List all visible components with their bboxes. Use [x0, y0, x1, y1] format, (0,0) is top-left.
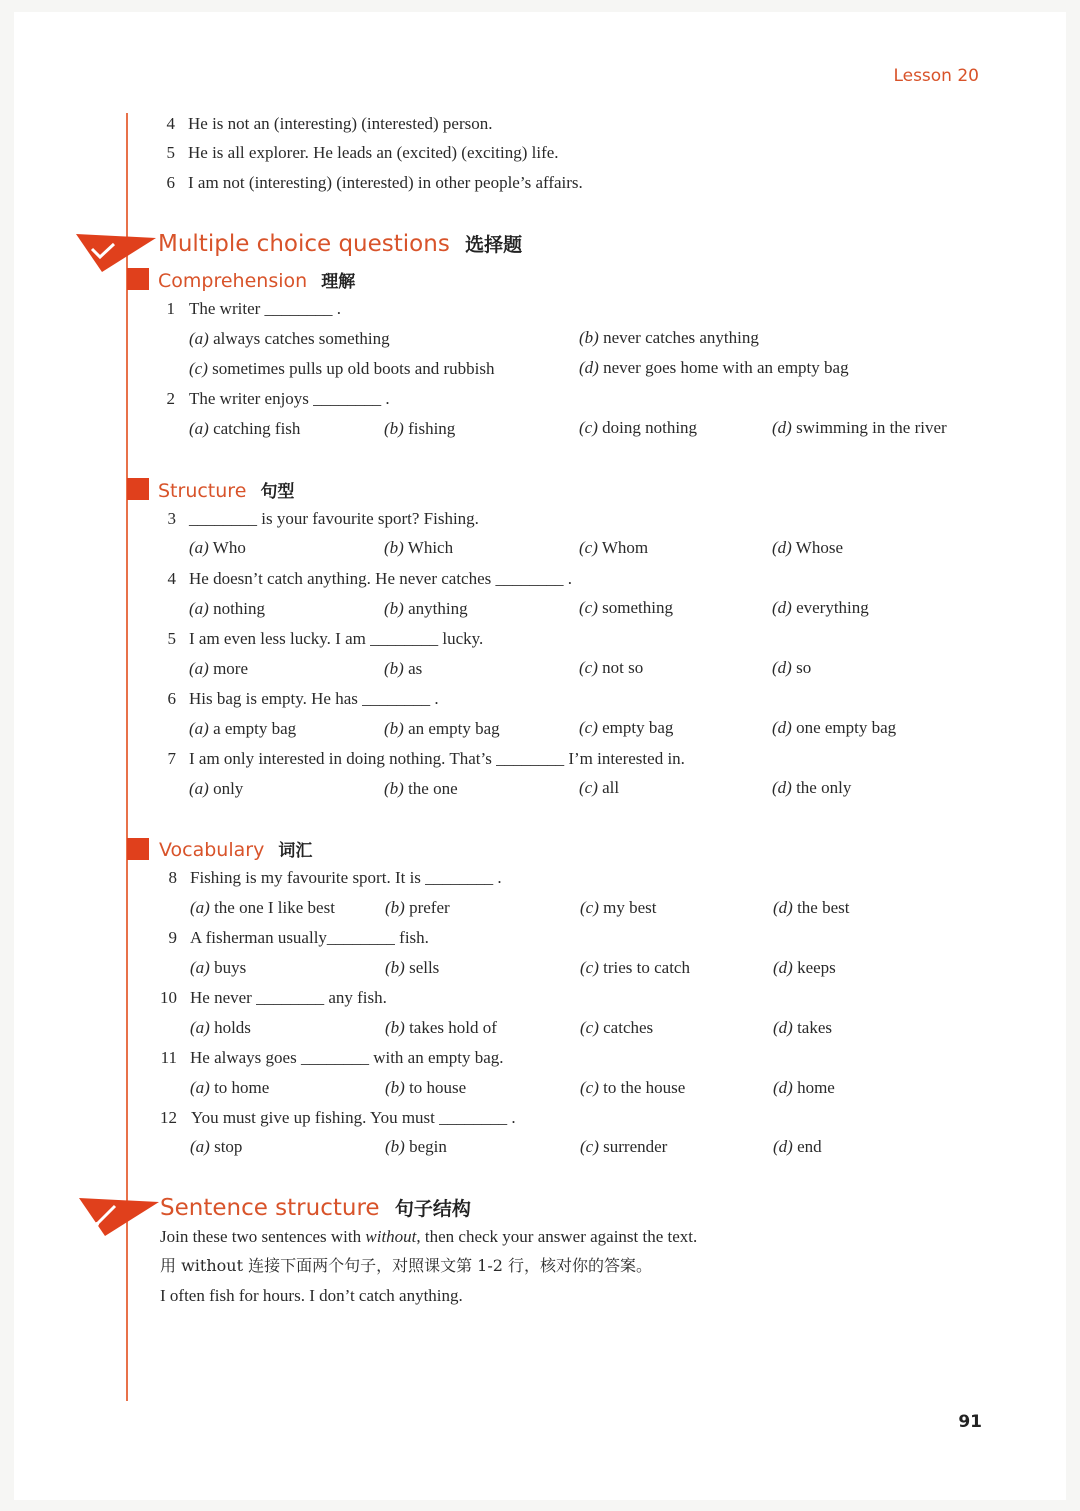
option[interactable]	[579, 538, 648, 558]
option[interactable]	[772, 778, 851, 798]
question-number: 4	[167, 569, 176, 588]
option[interactable]	[385, 1018, 497, 1038]
question-number: 1	[166, 299, 175, 318]
option-label: (b)	[384, 419, 404, 438]
intro-line: I am not (interesting) (interested) in other people’s affairs.	[188, 173, 583, 192]
question-stem: He doesn’t catch anything. He never catches ________ .	[189, 569, 573, 588]
option-label: (d)	[772, 718, 792, 737]
option-label: (d)	[772, 538, 792, 557]
option-label: (d)	[773, 958, 793, 977]
option[interactable]	[580, 1137, 667, 1157]
sentence-structure-title	[160, 1194, 471, 1221]
option-text: the only	[796, 778, 852, 797]
instruction-text: , then check your answer against the text.	[416, 1227, 698, 1246]
question-stem: I am even less lucky. I am ________ lucky.	[189, 629, 484, 648]
vocabulary-title	[159, 836, 312, 861]
lesson-header: Lesson 20	[893, 66, 979, 86]
mcq-title	[158, 230, 522, 257]
option[interactable]	[773, 1018, 832, 1038]
intro-num: 4	[166, 114, 175, 133]
sentence-instruction-cn: 用 without 连接下面两个句子，对照课文第 1-2 行，核对你的答案。	[160, 1256, 653, 1275]
option[interactable]	[773, 1078, 835, 1098]
intro-num: 6	[166, 173, 175, 192]
section-marker	[127, 478, 149, 500]
option-text: Whose	[795, 538, 843, 557]
option[interactable]	[190, 1078, 269, 1098]
option-text: surrender	[603, 1137, 668, 1156]
option-text: holds	[214, 1018, 251, 1037]
intro-num: 5	[166, 143, 175, 162]
option-text: anything	[408, 599, 468, 618]
option-text: never catches anything	[603, 328, 759, 347]
option-label: (a)	[190, 1078, 210, 1097]
option-label: (b)	[384, 538, 404, 557]
vocabulary-title-cn: 词汇	[278, 841, 313, 861]
option[interactable]	[579, 418, 697, 438]
option-text: buys	[214, 958, 247, 977]
question-number: 7	[167, 749, 176, 768]
option[interactable]	[189, 599, 265, 619]
option[interactable]	[772, 538, 843, 558]
option[interactable]	[579, 718, 673, 738]
option-label: (d)	[773, 1078, 793, 1097]
option-text: end	[797, 1137, 822, 1156]
vocabulary-title-en: Vocabulary	[159, 839, 265, 861]
structure-title	[158, 477, 294, 502]
option[interactable]	[580, 898, 656, 918]
option[interactable]	[385, 1137, 447, 1157]
option-text: the one I like best	[214, 898, 335, 917]
section-marker	[127, 838, 149, 860]
option[interactable]	[580, 1018, 653, 1038]
option-label: (d)	[773, 898, 793, 917]
option[interactable]	[579, 658, 643, 678]
option-text: a empty bag	[213, 719, 297, 738]
option-label: (a)	[189, 538, 209, 557]
question-number: 12	[160, 1108, 177, 1127]
option[interactable]	[385, 958, 439, 978]
option-label: (d)	[579, 358, 599, 377]
option[interactable]	[384, 779, 458, 799]
option-label: (c)	[580, 1137, 599, 1156]
option-label: (d)	[772, 778, 792, 797]
option-text: Who	[212, 538, 246, 557]
option-label: (c)	[579, 598, 598, 617]
option[interactable]	[773, 958, 836, 978]
question-number: 2	[166, 389, 175, 408]
option-label: (d)	[772, 418, 792, 437]
option-label: (c)	[189, 359, 208, 378]
option-text: not so	[602, 658, 644, 677]
option-label: (c)	[579, 718, 598, 737]
option[interactable]	[189, 779, 243, 799]
option-text: an empty bag	[408, 719, 500, 738]
option-text: takes	[797, 1018, 833, 1037]
section-marker	[127, 268, 149, 290]
option-text: so	[796, 658, 812, 677]
option-text: doing nothing	[602, 418, 698, 437]
option[interactable]	[384, 659, 422, 679]
question-stem: The writer enjoys ________ .	[189, 389, 390, 408]
option[interactable]	[772, 658, 811, 678]
option[interactable]	[384, 419, 455, 439]
option-label: (a)	[190, 1137, 210, 1156]
option-label: (b)	[384, 599, 404, 618]
option[interactable]	[189, 719, 296, 739]
option-label: (b)	[385, 1018, 405, 1037]
option[interactable]	[384, 719, 500, 739]
option[interactable]	[190, 1137, 242, 1157]
option-text: my best	[603, 898, 657, 917]
question-number: 11	[160, 1048, 177, 1067]
sentence-title-cn: 句子结构	[394, 1198, 471, 1220]
option-label: (c)	[579, 538, 598, 557]
option[interactable]	[190, 958, 246, 978]
option-text: tries to catch	[603, 958, 690, 977]
mcq-title-en: Multiple choice questions	[158, 231, 450, 257]
option-label: (d)	[772, 658, 792, 677]
option[interactable]	[579, 598, 673, 618]
option-label: (b)	[384, 719, 404, 738]
question-stem: ________ is your favourite sport? Fishing.	[189, 509, 479, 528]
option[interactable]	[189, 538, 246, 558]
option[interactable]	[772, 718, 896, 738]
option-text: sometimes pulls up old boots and rubbish	[212, 359, 495, 378]
option[interactable]	[580, 958, 690, 978]
option-text: more	[213, 659, 249, 678]
sentence-title-en: Sentence structure	[160, 1195, 380, 1221]
option-text: catches	[603, 1018, 654, 1037]
question-number: 6	[167, 689, 176, 708]
option-label: (b)	[385, 1078, 405, 1097]
option[interactable]	[579, 358, 849, 378]
option-text: sells	[409, 958, 440, 977]
option-text: all	[602, 778, 620, 797]
intro-line: He is not an (interesting) (interested) person.	[188, 114, 493, 133]
option-text: keeps	[797, 958, 836, 977]
option-label: (d)	[773, 1018, 793, 1037]
option-label: (d)	[772, 598, 792, 617]
comprehension-title-en: Comprehension	[158, 270, 308, 292]
option[interactable]	[773, 898, 849, 918]
sentence-example: I often fish for hours. I don’t catch anything.	[160, 1286, 463, 1305]
option[interactable]	[190, 898, 335, 918]
option-label: (c)	[580, 1018, 599, 1037]
option[interactable]	[772, 598, 869, 618]
option-text: stop	[214, 1137, 243, 1156]
option-label: (a)	[190, 898, 210, 917]
option[interactable]	[189, 329, 390, 349]
option-label: (c)	[579, 418, 598, 437]
option[interactable]	[772, 418, 947, 438]
option[interactable]	[579, 328, 759, 348]
option-text: as	[408, 659, 423, 678]
option-label: (a)	[189, 419, 209, 438]
question-number: 10	[160, 988, 177, 1007]
option[interactable]	[385, 1078, 466, 1098]
option-text: empty bag	[602, 718, 674, 737]
mcq-title-cn: 选择题	[465, 234, 523, 256]
option-text: one empty bag	[796, 718, 897, 737]
option-text: to the house	[603, 1078, 686, 1097]
question-number: 8	[168, 868, 177, 887]
option-label: (b)	[384, 659, 404, 678]
option-label: (c)	[579, 658, 598, 677]
option-text: home	[797, 1078, 835, 1097]
option-label: (a)	[189, 659, 209, 678]
instruction-text: Join these two sentences with	[160, 1227, 366, 1246]
option-text: to house	[409, 1078, 467, 1097]
option-text: catching fish	[213, 419, 301, 438]
option-text: everything	[796, 598, 869, 617]
option[interactable]	[579, 778, 619, 798]
option-text: the one	[408, 779, 458, 798]
sentence-instruction	[160, 1227, 697, 1247]
option-label: (c)	[579, 778, 598, 797]
option-label: (c)	[580, 958, 599, 977]
option-label: (a)	[189, 719, 209, 738]
question-stem: Fishing is my favourite sport. It is ________ .	[190, 868, 502, 887]
question-stem: I am only interested in doing nothing. That’s ________ I’m interested in.	[189, 749, 685, 768]
option-text: the best	[797, 898, 850, 917]
option-text: something	[602, 598, 673, 617]
option[interactable]	[773, 1137, 822, 1157]
option-label: (a)	[190, 958, 210, 977]
option-label: (a)	[189, 599, 209, 618]
question-stem: The writer ________ .	[189, 299, 342, 318]
option-text: swimming in the river	[796, 418, 947, 437]
structure-title-en: Structure	[158, 480, 247, 502]
question-stem: He never ________ any fish.	[190, 988, 387, 1007]
option-text: prefer	[409, 898, 450, 917]
option[interactable]	[189, 659, 248, 679]
option-text: only	[213, 779, 244, 798]
option-label: (b)	[385, 958, 405, 977]
question-number: 5	[167, 629, 176, 648]
option-text: nothing	[213, 599, 266, 618]
option-label: (c)	[580, 898, 599, 917]
option-text: takes hold of	[409, 1018, 497, 1037]
option-text: always catches something	[213, 329, 390, 348]
page-number: 91	[958, 1412, 982, 1432]
option-label: (a)	[190, 1018, 210, 1037]
option-label: (b)	[385, 1137, 405, 1156]
question-stem: He always goes ________ with an empty bag.	[190, 1048, 504, 1067]
comprehension-title	[158, 267, 355, 292]
option-text: to home	[214, 1078, 270, 1097]
option[interactable]	[385, 898, 450, 918]
option[interactable]	[384, 538, 453, 558]
option[interactable]	[580, 1078, 685, 1098]
option-label: (c)	[580, 1078, 599, 1097]
instruction-keyword: without	[365, 1227, 417, 1246]
option-label: (b)	[579, 328, 599, 347]
intro-line: He is all explorer. He leads an (excited) (exciting) life.	[188, 143, 559, 162]
option-label: (a)	[189, 329, 209, 348]
option[interactable]	[189, 419, 300, 439]
question-number: 9	[168, 928, 177, 947]
question-stem: A fisherman usually________ fish.	[190, 928, 429, 947]
pen-banner-icon	[79, 1196, 161, 1238]
question-number: 3	[167, 509, 176, 528]
question-stem: His bag is empty. He has ________ .	[189, 689, 439, 708]
option-label: (b)	[384, 779, 404, 798]
question-stem: You must give up fishing. You must ________ .	[191, 1108, 516, 1127]
option-label: (d)	[773, 1137, 793, 1156]
option-text: Which	[407, 538, 454, 557]
option[interactable]	[384, 599, 468, 619]
option-text: Whom	[601, 538, 649, 557]
structure-title-cn: 句型	[260, 482, 295, 502]
option-label: (b)	[385, 898, 405, 917]
comprehension-title-cn: 理解	[321, 272, 356, 292]
option-text: fishing	[408, 419, 456, 438]
option-label: (a)	[189, 779, 209, 798]
option-text: begin	[409, 1137, 447, 1156]
option[interactable]	[190, 1018, 251, 1038]
option-text: never goes home with an empty bag	[603, 358, 849, 377]
option[interactable]	[189, 359, 495, 379]
